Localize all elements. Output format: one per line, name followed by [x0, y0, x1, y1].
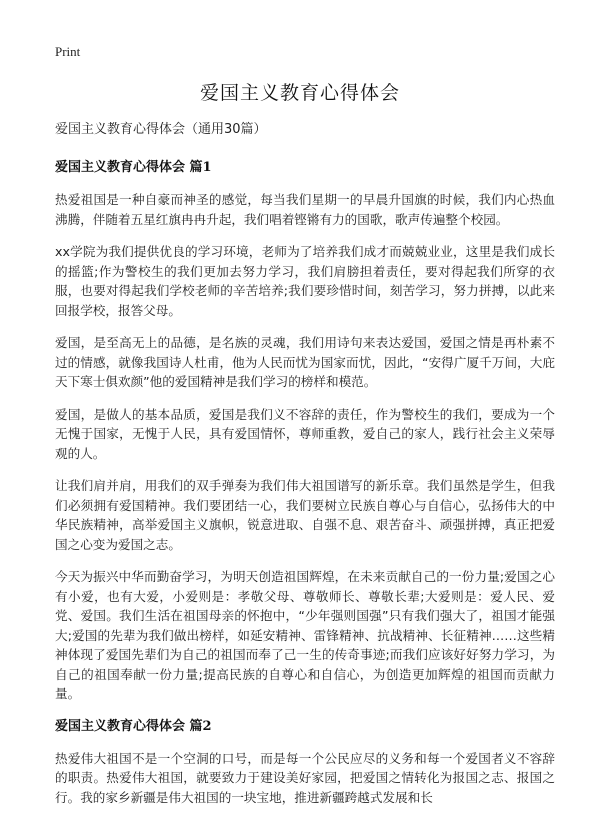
paragraph: xx学院为我们提供优良的学习环境，老师为了培养我们成才而兢兢业业，这里是我们成长的摇篮;作为警校生的我们更加去努力学习，我们肩膀担着责任，要对得起我们所穿的衣服，也要对得起我们学校老师的辛苦培养;我们要珍惜时间，刻苦学习，努力拼搏，以此来回报学校，报答父母。 [55, 244, 555, 318]
paragraph: 爱国，是至高无上的品德，是名族的灵魂，我们用诗句来表达爱国，爱国之情是再朴素不过的情感，就像我国诗人杜甫，他为人民而忧为国家而忧，因此，“安得广厦千万间，大庇天下寒士俱欢颜”他的爱国精神是我们学习的榜样和模范。 [55, 335, 555, 389]
paragraph: 今天为振兴中华而勤奋学习，为明天创造祖国辉煌，在未来贡献自己的一份力量;爱国之心有小爱，也有大爱，小爱则是：孝敬父母、尊敬师长、尊敬长辈;大爱则是：爱人民、爱党、爱国。我们生活在祖国母亲的怀抱中，“少年强则国强”只有我们强大了，祖国才能强大;爱国的先辈为我们做出榜样，如延安精神、雷锋精神、抗战精神、长征精神……这些精神体现了爱国先辈们为自己的祖国而奉了己一生的传奇事迹;而我们应该好好努力学习，为自己的祖国奉献一份力量;提高民族的自尊心和自信心，为创造更加辉煌的祖国而贡献力量。 [55, 569, 555, 701]
paragraph: 让我们肩并肩，用我们的双手弹奏为我们伟大祖国谱写的新乐章。我们虽然是学生，但我们必须拥有爱国精神。我们要团结一心，我们要树立民族自尊心与自信心，弘扬伟大的中华民族精神，高举爱国主义旗帜，锐意进取、自强不息、艰苦奋斗、顽强拼搏，真正把爱国之心变为爱国之志。 [55, 478, 555, 552]
document-body [55, 120, 555, 820]
paragraph: 热爱伟大祖国不是一个空洞的口号，而是每一个公民应尽的义务和每一个爱国者义不容辞的职责。热爱伟大祖国，就要致力于建设美好家园，把爱国之情转化为报国之志、报国之行。我的家乡新疆是伟大祖国的一块宝地，推进新疆跨越式发展和长 [55, 750, 555, 805]
section-2 [55, 717, 555, 808]
section-heading: 爱国主义教育心得体会 篇1 [55, 160, 212, 175]
section-1 [55, 158, 555, 704]
document-subtitle: 爱国主义教育心得体会（通用30篇） [55, 122, 267, 137]
page-title: 爱国主义教育心得体会 [199, 82, 400, 104]
section-heading: 爱国主义教育心得体会 篇2 [55, 718, 212, 734]
print-link[interactable]: Print [55, 44, 81, 59]
paragraph: 热爱祖国是一种自豪而神圣的感觉，每当我们星期一的早晨升国旗的时候，我们内心热血沸腾，伴随着五星红旗冉冉升起，我们唱着铿锵有力的国歌，歌声传遍整个校园。 [55, 192, 555, 227]
paragraph: 爱国，是做人的基本品质，爱国是我们义不容辞的责任，作为警校生的我们，要成为一个无愧于国家，无愧于人民，具有爱国情怀，尊师重教，爱自己的家人，践行社会主义荣辱观的人。 [55, 406, 555, 461]
